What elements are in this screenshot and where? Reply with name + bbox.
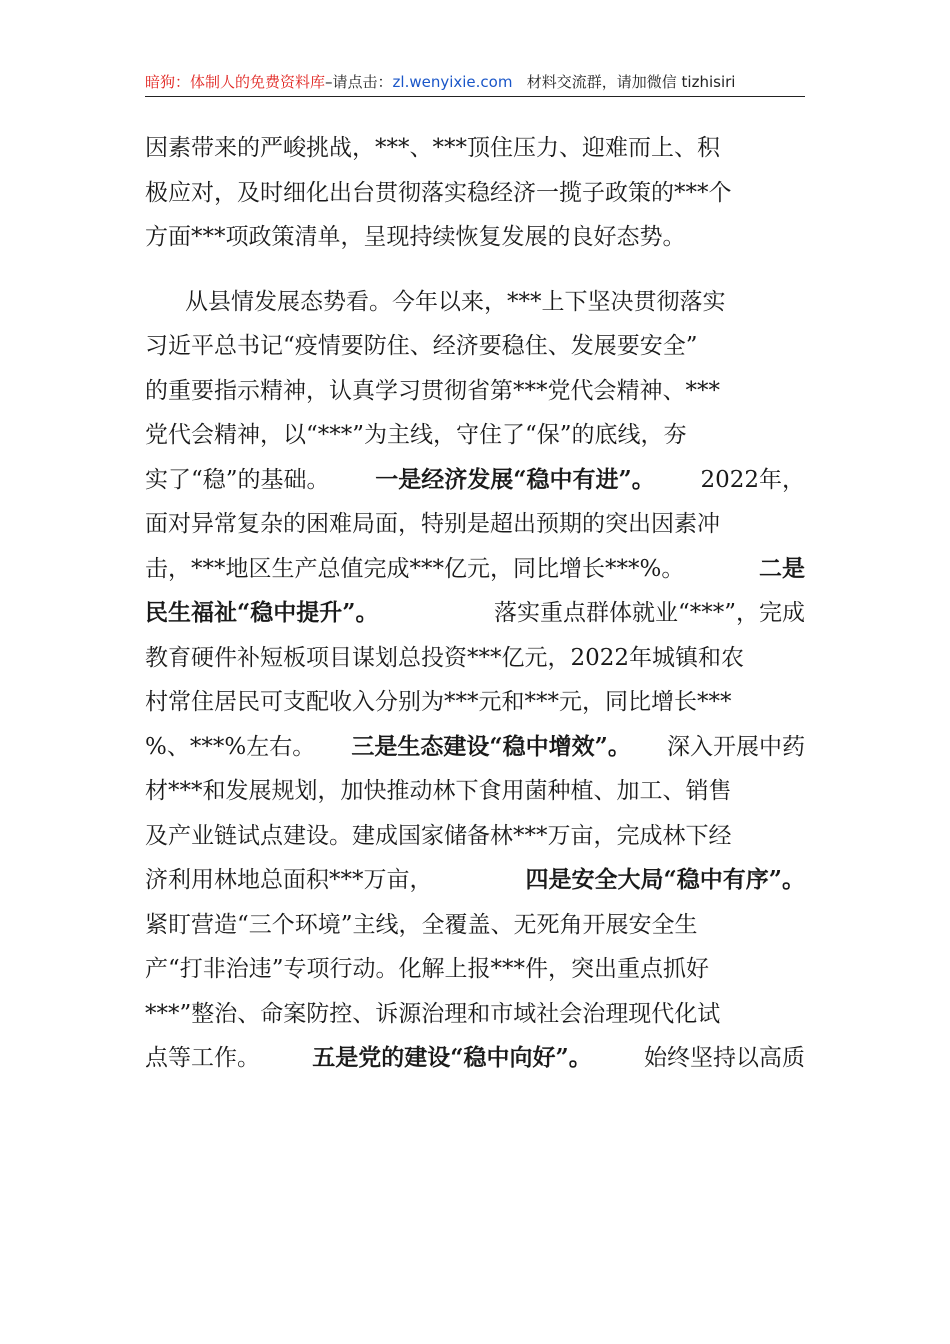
- text-line: ***”整治、命案防控、诉源治理和市域社会治理现代化试: [145, 1000, 721, 1027]
- text-line: 紧盯营造“三个环境”主线，全覆盖、无死角开展安全生: [145, 911, 698, 938]
- text-line: 从县情发展态势看。今年以来，***上下坚决贯彻落实: [185, 288, 726, 315]
- text-line: 的重要指示精神，认真学习贯彻省第***党代会精神、***: [145, 377, 720, 404]
- text-line: 点等工作。 五是党的建设“稳中向好”。 始终坚持以高质: [145, 1036, 805, 1081]
- text-line: 及产业链试点建设。建成国家储备林***万亩，完成林下经: [145, 822, 732, 849]
- text-line: 济利用林地总面积***万亩， 四是安全大局“稳中有序”。: [145, 858, 805, 903]
- text-line: %、***%左右。 三是生态建设“稳中增效”。 深入开展中药: [145, 725, 805, 770]
- document-body: [145, 126, 805, 1081]
- text-line: 击，***地区生产总值完成***亿元，同比增长***%。 二是: [145, 547, 805, 592]
- site-url-link[interactable]: zl.wenyixie.com: [392, 73, 513, 91]
- header-divider: [145, 96, 805, 97]
- text-line: 产“打非治违”专项行动。化解上报***件，突出重点抓好: [145, 956, 710, 982]
- text-line: 教育硬件补短板项目谋划总投资***亿元，2022年城镇和农: [145, 644, 745, 671]
- text-line: 面对异常复杂的困难局面，特别是超出预期的突出因素冲: [145, 511, 720, 537]
- text-line: 习近平总书记“疫情要防住、经济要稳住、发展要安全”: [145, 333, 698, 359]
- text-line: 党代会精神，以“***”为主线，守住了“保”的底线，夯: [145, 422, 687, 448]
- point-three-heading: 三是生态建设“稳中增效”。: [351, 732, 631, 760]
- text-line: 实了“稳”的基础。 一是经济发展“稳中有进”。 2022年，: [145, 458, 805, 503]
- point-two-prefix: 二是: [759, 554, 805, 582]
- point-four-heading: 四是安全大局“稳中有序”。: [525, 866, 805, 893]
- site-name: 暗狗：体制人的免费资料库: [145, 73, 326, 91]
- group-note: 材料交流群，请加微信 tizhisiri: [526, 73, 736, 91]
- point-two-heading: 民生福祉“稳中提升”。: [145, 599, 379, 626]
- text-line: 民生福祉“稳中提升”。 落实重点群体就业“***”，完成: [145, 591, 805, 636]
- point-one-heading: 一是经济发展“稳中有进”。: [375, 465, 655, 493]
- click-prefix: –请点击：: [325, 73, 393, 91]
- text-line: 方面***项政策清单，呈现持续恢复发展的良好态势。: [145, 224, 686, 250]
- text-line: 因素带来的严峻挑战，***、***顶住压力、迎难而上、积: [145, 135, 720, 161]
- point-five-heading: 五是党的建设“稳中向好”。: [312, 1044, 592, 1071]
- text-line: 材***和发展规划，加快推动林下食用菌种植、加工、销售: [145, 778, 732, 804]
- text-line: 村常住居民可支配收入分别为***元和***元，同比增长***: [145, 689, 732, 715]
- text-line: 极应对，及时细化出台贯彻落实稳经济一揽子政策的***个: [145, 179, 732, 206]
- document-header: [145, 70, 805, 94]
